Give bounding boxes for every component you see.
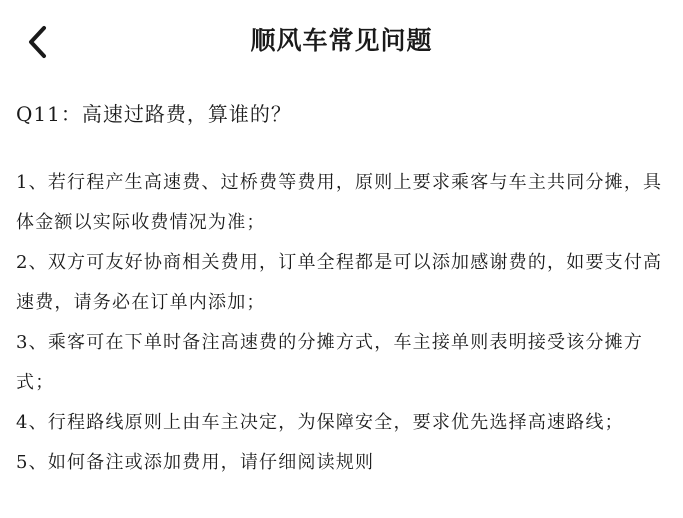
faq-question: Q11：高速过路费，算谁的？	[16, 102, 292, 126]
faq-answer	[16, 163, 668, 483]
answer-item-2: 2、双方可友好协商相关费用，订单全程都是可以添加感谢费的，如要支付高速费，请务必在订单内添加；	[16, 252, 663, 313]
answer-item-3: 3、乘客可在下单时备注高速费的分摊方式，车主接单则表明接受该分摊方式；	[16, 332, 644, 393]
header-bar	[0, 0, 683, 84]
page-title: 顺风车常见问题	[250, 26, 433, 55]
answer-item-4: 4、行程路线原则上由车主决定，为保障安全，要求优先选择高速路线；	[16, 412, 624, 433]
answer-item-1: 1、若行程产生高速费、过桥费等费用，原则上要求乘客与车主共同分摊，具体金额以实际收费情况为准；	[16, 172, 663, 233]
answer-item-5: 5、如何备注或添加费用，请仔细阅读规则	[16, 452, 375, 473]
